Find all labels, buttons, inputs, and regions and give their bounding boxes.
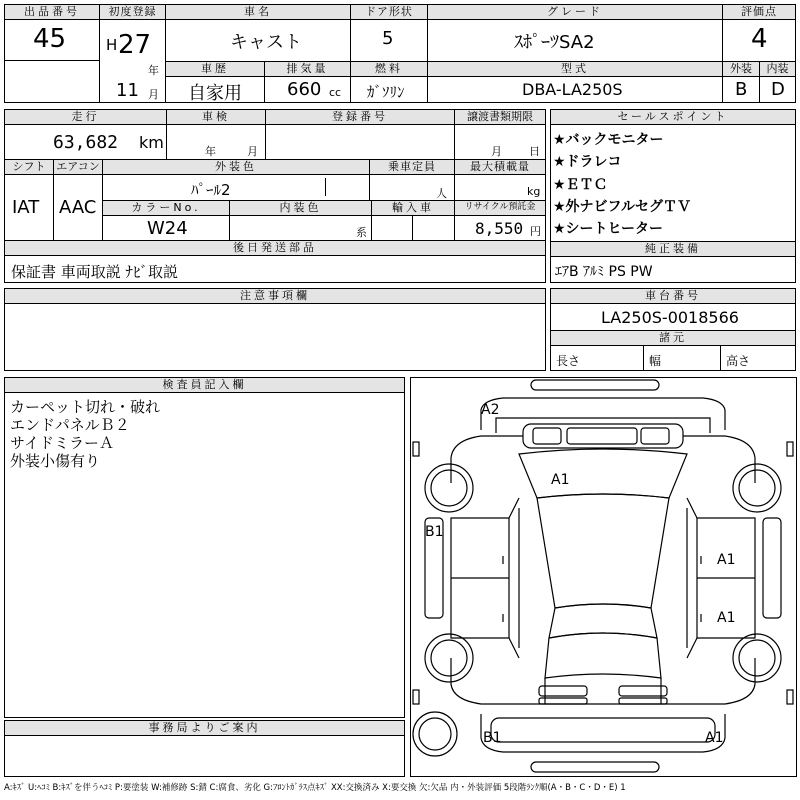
lot-no: 45 — [33, 24, 67, 54]
inspector-note-3: サイドミラーＡ — [10, 434, 114, 452]
equipment-cell — [550, 256, 796, 283]
ext-color-label: 外装色 — [102, 159, 370, 175]
inspection-year-unit: 年 — [205, 145, 216, 158]
displacement-cell — [264, 76, 351, 103]
import-cell-1 — [371, 215, 413, 241]
mileage: 63,682 — [53, 132, 119, 153]
shift: IAT — [12, 197, 40, 218]
width-label: 幅 — [649, 354, 662, 368]
mark-rear-right: A1 — [705, 730, 724, 746]
legend: A:ｷｽﾞ U:ﾍｺﾐ B:ｷｽﾞを伴うﾍｺﾐ P:要塗装 W:補修跡 S:錆 C:腐食、劣化 G:ﾌﾛﾝﾄｶﾞﾗｽ点ｷｽﾞ XX:交換済み X:要交換 欠:欠品 内・外装評価 5段階ﾗﾝｸ順(A・B・C・D・E) 1 — [4, 783, 626, 793]
ext-color: ﾊﾟｰﾙ2 — [191, 181, 231, 199]
year-suffix: 年 — [148, 64, 159, 77]
inspection-label: 車検 — [166, 109, 266, 125]
interior-grade: D — [771, 79, 785, 100]
transfer-month-unit: 月 — [491, 145, 502, 158]
history: 自家用 — [188, 83, 242, 104]
first-reg-label: 初度登録 — [99, 4, 166, 20]
mark-right-front-door: A1 — [717, 552, 736, 568]
displacement: 660 — [287, 79, 322, 100]
recycle-label: リサイクル預託金 — [454, 200, 546, 216]
height-cell — [720, 345, 796, 371]
exterior-grade: B — [735, 79, 748, 100]
capacity-cell — [369, 174, 455, 201]
selling-point-3: ★ＥＴＣ — [553, 177, 608, 193]
import-label: 輸入車 — [371, 200, 455, 216]
doors-cell — [350, 19, 428, 62]
recycle-cell — [454, 215, 546, 241]
inspection-cell — [166, 124, 266, 160]
later-parts: 保証書 車両取説 ﾅﾋﾞ取説 — [11, 263, 179, 281]
reg-month: 11 — [116, 80, 139, 101]
equipment-label: 純正装備 — [550, 241, 796, 257]
selling-point-4: ★外ナビフルセグＴＶ — [553, 199, 691, 215]
plate-cell — [265, 124, 455, 160]
score-cell — [722, 19, 796, 62]
inspector-note-1: カーペット切れ・破れ — [10, 398, 161, 416]
month-suffix: 月 — [148, 88, 159, 101]
capacity-label: 乗車定員 — [369, 159, 455, 175]
mark-rear-left: B1 — [483, 730, 502, 746]
inspection-month-unit: 月 — [247, 145, 258, 158]
model-cell — [427, 76, 723, 103]
office-label: 事務局よりご案内 — [4, 720, 405, 736]
mileage-unit: km — [139, 133, 164, 152]
grade-label: グレード — [427, 4, 723, 20]
first-reg-cell — [99, 19, 166, 103]
displacement-label: 排気量 — [264, 61, 351, 77]
shift-cell — [4, 174, 54, 241]
exterior-label: 外装 — [722, 61, 760, 77]
lot-no-cell — [4, 19, 100, 61]
car-name: キャスト — [230, 32, 302, 53]
recycle: 8,550 — [475, 219, 524, 238]
mark-left-side: B1 — [425, 524, 444, 540]
length-label: 長さ — [556, 354, 581, 368]
lot-no-label: 出品番号 — [4, 4, 100, 20]
transfer-cell — [454, 124, 546, 160]
mark-right-rear-door: A1 — [717, 610, 736, 626]
selling-point-1: ★バックモニター — [553, 132, 664, 148]
equipment: ｴｱB ｱﾙﾐ PS PW — [555, 264, 653, 280]
ac-label: エアコン — [53, 159, 103, 175]
int-color-label: 内装色 — [229, 200, 372, 216]
int-color-cell — [229, 215, 372, 241]
door-label: ドア形状 — [350, 4, 428, 20]
capacity-unit: 人 — [436, 187, 447, 200]
selling-point-2: ★ドラレコ — [553, 154, 622, 170]
chassis-label: 車台番号 — [550, 288, 796, 304]
plate-label: 登録番号 — [265, 109, 455, 125]
ac: AAC — [59, 197, 97, 218]
lot-no-blank — [4, 60, 100, 103]
displacement-unit: cc — [329, 86, 342, 99]
grade: ｽﾎﾟｰﾂSA2 — [514, 32, 595, 53]
inspector-label: 検査員記入欄 — [4, 377, 405, 393]
inspector-note-2: エンドパネルＢ２ — [10, 416, 130, 434]
car-diagram-frame — [410, 377, 797, 777]
chassis-number: LA250S-0018566 — [601, 308, 739, 327]
later-parts-cell — [4, 255, 546, 283]
interior-label: 内装 — [759, 61, 796, 77]
import-cell-2 — [412, 215, 455, 241]
model-label: 型式 — [427, 61, 723, 77]
doors: 5 — [382, 28, 394, 49]
selling-point-5: ★シートヒーター — [553, 221, 663, 237]
fuel-cell — [350, 76, 428, 103]
color-no-label: カラーNo. — [102, 200, 230, 216]
era: H — [106, 36, 118, 54]
ac-cell — [53, 174, 103, 241]
reg-year: 27 — [118, 30, 152, 60]
exterior-cell — [722, 76, 760, 103]
fuel: ｶﾞｿﾘﾝ — [367, 83, 405, 101]
notes-label: 注意事項欄 — [4, 288, 546, 304]
transfer-day-unit: 日 — [529, 145, 540, 158]
fuel-label: 燃料 — [350, 61, 428, 77]
mark-roof: A1 — [551, 472, 570, 488]
dims-label: 諸元 — [550, 330, 796, 346]
load-cell — [454, 174, 546, 201]
car-diagram — [411, 378, 796, 776]
transfer-label: 譲渡書類期限 — [454, 109, 546, 125]
mileage-cell — [4, 124, 167, 160]
shift-label: シフト — [4, 159, 54, 175]
model: DBA-LA250S — [522, 80, 623, 99]
history-cell — [165, 76, 265, 103]
score: 4 — [751, 24, 768, 54]
load-label: 最大積載量 — [454, 159, 546, 175]
color-no: W24 — [147, 218, 188, 239]
car-name-cell — [165, 19, 351, 62]
interior-cell — [759, 76, 796, 103]
office-cell — [4, 735, 405, 777]
width-cell — [643, 345, 721, 371]
int-color-unit: 系 — [356, 226, 367, 239]
inspector-note-4: 外装小傷有り — [10, 452, 101, 470]
ext-color-divider — [325, 178, 327, 196]
later-parts-label: 後日発送部品 — [4, 240, 546, 256]
history-label: 車歴 — [165, 61, 265, 77]
ext-color-cell — [102, 174, 370, 201]
mark-front-left: A2 — [481, 402, 500, 418]
mileage-label: 走行 — [4, 109, 167, 125]
recycle-unit: 円 — [530, 225, 541, 238]
chassis-cell — [550, 303, 796, 331]
notes-cell — [4, 303, 546, 371]
score-label: 評価点 — [722, 4, 796, 20]
load-unit: kg — [527, 185, 541, 198]
selling-points-label: セールスポイント — [550, 109, 796, 125]
length-cell — [550, 345, 644, 371]
car-name-label: 車名 — [165, 4, 351, 20]
color-no-cell — [102, 215, 230, 241]
height-label: 高さ — [726, 354, 751, 368]
grade-cell — [427, 19, 723, 62]
